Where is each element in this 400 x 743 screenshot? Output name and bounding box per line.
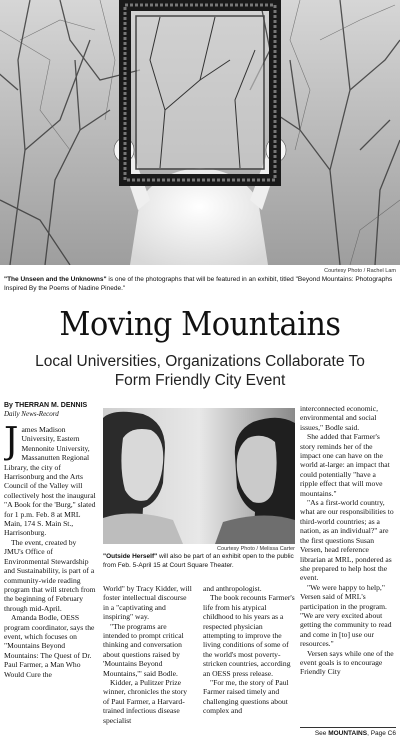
top-caption-title: "The Unseen and the Unknowns" (4, 276, 107, 283)
jump-divider (300, 727, 396, 728)
article-column-4 (300, 404, 395, 724)
col1-paragraph-2: The event, created by JMU's Office of Environmental Stewardship and Sustainability, is part of a community-wide reading program that will stretch from the beginning of February through mid-April. (4, 537, 96, 613)
col1-paragraph-3: Amanda Bodle, OESS program coordinator, says the event, which focuses on "Mountains Beyond Mountains: The Quest of Dr. Paul Farmer, a Man Who Would Cure the (4, 613, 95, 679)
mid-photo-caption (103, 553, 295, 570)
two-faces-photo-icon (103, 408, 295, 544)
col2-paragraph-3: Kidder, a Pulitzer Prize winner, chronicles the story of Paul Farmer, a Harvard-trained infectious disease specialist (103, 678, 188, 725)
jump-prefix: See (314, 730, 329, 737)
byline-author: By THERRAN M. DENNIS (4, 402, 88, 409)
subhead: Local Universities, Organizations Collaborate To Form Friendly City Event (35, 353, 365, 389)
col2-paragraph-2: "The programs are intended to prompt critical thinking and conversation about questions raised by 'Mountains Beyond Mountains,'" said Bodle. (103, 621, 184, 678)
article-column-1 (4, 425, 96, 725)
top-caption-text: is one of the photographs that will be featured in an exhibit, titled "Beyond Mountains: Photographs Inspired By the Poems of Nadine Pinede." (4, 276, 393, 292)
mid-photo (103, 408, 295, 544)
jump-target: MOUNTAINS (328, 730, 368, 737)
col4-paragraph-2: She added that Farmer's story reminds her of the impact one can have on the world at-large: an impact that could potentially "have a ripple effect that will move mountains." (300, 432, 390, 498)
top-photo (0, 0, 400, 265)
col1-paragraph-1: ames Madison University, Eastern Mennonite University, Massanutten Regional Library, the city of Harrisonburg and the Arts Council of the Valley will collectively host the inaugural "A Book for the 'Burg," slated for 1 p.m. Feb. 8 at MRL Main, 174 S. Main St., Harrisonburg. (4, 425, 96, 538)
article-column-2 (103, 584, 193, 734)
col3-paragraph-2: The book recounts Farmer's life from his atypical childhood to his years as a respected physician attempting to improve the living conditions of some of the world's most poverty-stricken countries, according an OESS press release. (203, 593, 295, 678)
col3-paragraph-3: "For me, the story of Paul Farmer raised timely and challenging questions about complex and (203, 678, 289, 716)
article-column-3 (203, 584, 296, 734)
drop-cap: J (4, 425, 19, 462)
jump-line (300, 730, 396, 737)
byline-affiliation: Daily News-Record (4, 410, 59, 418)
headline: Moving Mountains (59, 304, 341, 343)
col3-paragraph-1: and anthropologist. (203, 584, 262, 593)
mid-caption-title: "Outside Herself" (103, 553, 158, 560)
col2-paragraph-1: World" by Tracy Kidder, will foster intellectual discourse in a "captivating and inspiring" way. (103, 584, 192, 622)
top-photo-caption (4, 276, 396, 293)
col4-paragraph-5: Versen says while one of the event goals is to encourage Friendly City (300, 648, 394, 677)
col4-paragraph-1: interconnected economic, environmental and social issues," Bodle said. (300, 404, 379, 432)
jump-suffix: , Page C6 (367, 730, 396, 737)
col4-paragraph-4: "We were happy to help," Versen said of MRL's participation in the program. "We are very excited about getting the community to read and come in [to] use our resources." (300, 582, 392, 649)
mid-photo-credit: Courtesy Photo / Melissa Carter (217, 546, 295, 552)
top-photo-credit: Courtesy Photo / Rachel Lam (324, 268, 396, 274)
mid-caption-text: will also be part of an exhibit open to the public from Feb. 5-April 15 at Court Square Theater. (103, 553, 294, 569)
col4-paragraph-3: "As a first-world country, what are our responsibilities to third-world countries; as a nation, as an individual?" are the first questions Susan Versen, head reference librarian at MRL, pondered as she prepared to help host the event. (300, 498, 394, 583)
framed-portrait-photo-icon (0, 0, 400, 265)
